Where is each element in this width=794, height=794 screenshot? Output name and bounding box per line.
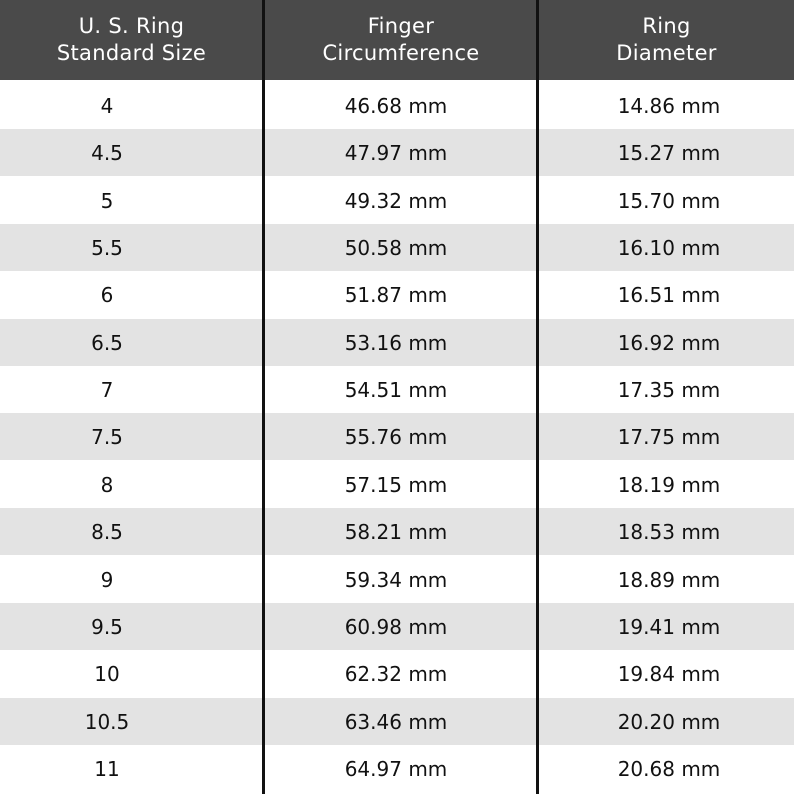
table-row (0, 319, 794, 366)
table-row (0, 556, 794, 603)
table-row (0, 461, 794, 508)
cell-ring-size: 8 (100, 472, 114, 497)
cell-circumference: 58.21 mm (344, 519, 448, 544)
table-row (0, 650, 794, 697)
table-row (0, 745, 794, 792)
cell-circumference: 64.97 mm (344, 756, 448, 781)
cell-diameter: 18.53 mm (617, 519, 721, 544)
cell-circumference: 59.34 mm (344, 567, 448, 592)
header-line: Ring (642, 14, 691, 38)
cell-ring-size: 6.5 (91, 330, 123, 355)
cell-diameter: 18.19 mm (617, 472, 721, 497)
cell-diameter: 20.20 mm (617, 709, 721, 734)
cell-ring-size: 5 (100, 188, 114, 213)
table-header (0, 0, 794, 80)
header-line: Diameter (616, 41, 717, 65)
cell-diameter: 17.75 mm (617, 424, 721, 449)
cell-circumference: 55.76 mm (344, 424, 448, 449)
table-row (0, 698, 794, 745)
header-ring-diameter (539, 0, 794, 80)
cell-ring-size: 10.5 (84, 709, 130, 734)
cell-ring-size: 6 (100, 282, 114, 307)
cell-circumference: 62.32 mm (344, 661, 448, 686)
column-divider (536, 0, 539, 794)
cell-circumference: 53.16 mm (344, 330, 448, 355)
cell-circumference: 50.58 mm (344, 235, 448, 260)
table-row (0, 82, 794, 129)
column-divider (262, 0, 265, 794)
cell-circumference: 54.51 mm (344, 377, 448, 402)
table-row (0, 271, 794, 318)
cell-diameter: 16.51 mm (617, 282, 721, 307)
header-finger-circumference (265, 0, 537, 80)
cell-circumference: 57.15 mm (344, 472, 448, 497)
header-us-ring-size (0, 0, 263, 80)
cell-circumference: 49.32 mm (344, 188, 448, 213)
cell-diameter: 19.84 mm (617, 661, 721, 686)
header-line: Circumference (322, 41, 480, 65)
table-row (0, 508, 794, 555)
cell-diameter: 14.86 mm (617, 93, 721, 118)
cell-ring-size: 7 (100, 377, 114, 402)
cell-ring-size: 5.5 (91, 235, 123, 260)
table-row (0, 413, 794, 460)
cell-diameter: 20.68 mm (617, 756, 721, 781)
table-row (0, 224, 794, 271)
cell-diameter: 17.35 mm (617, 377, 721, 402)
table-row (0, 129, 794, 176)
cell-diameter: 15.27 mm (617, 140, 721, 165)
cell-circumference: 46.68 mm (344, 93, 448, 118)
cell-diameter: 15.70 mm (617, 188, 721, 213)
cell-ring-size: 10 (94, 661, 120, 686)
cell-circumference: 51.87 mm (344, 282, 448, 307)
table-row (0, 603, 794, 650)
cell-circumference: 47.97 mm (344, 140, 448, 165)
table-row (0, 366, 794, 413)
cell-ring-size: 7.5 (91, 424, 123, 449)
cell-ring-size: 11 (94, 756, 120, 781)
cell-diameter: 16.10 mm (617, 235, 721, 260)
cell-diameter: 18.89 mm (617, 567, 721, 592)
cell-ring-size: 4 (100, 93, 114, 118)
header-line: Standard Size (56, 41, 207, 65)
cell-diameter: 16.92 mm (617, 330, 721, 355)
cell-circumference: 60.98 mm (344, 614, 448, 639)
cell-ring-size: 4.5 (91, 140, 123, 165)
cell-circumference: 63.46 mm (344, 709, 448, 734)
header-line: Finger (367, 14, 435, 38)
header-line: U. S. Ring (78, 14, 185, 38)
cell-ring-size: 8.5 (91, 519, 123, 544)
cell-ring-size: 9.5 (91, 614, 123, 639)
cell-ring-size: 9 (100, 567, 114, 592)
table-row (0, 177, 794, 224)
cell-diameter: 19.41 mm (617, 614, 721, 639)
